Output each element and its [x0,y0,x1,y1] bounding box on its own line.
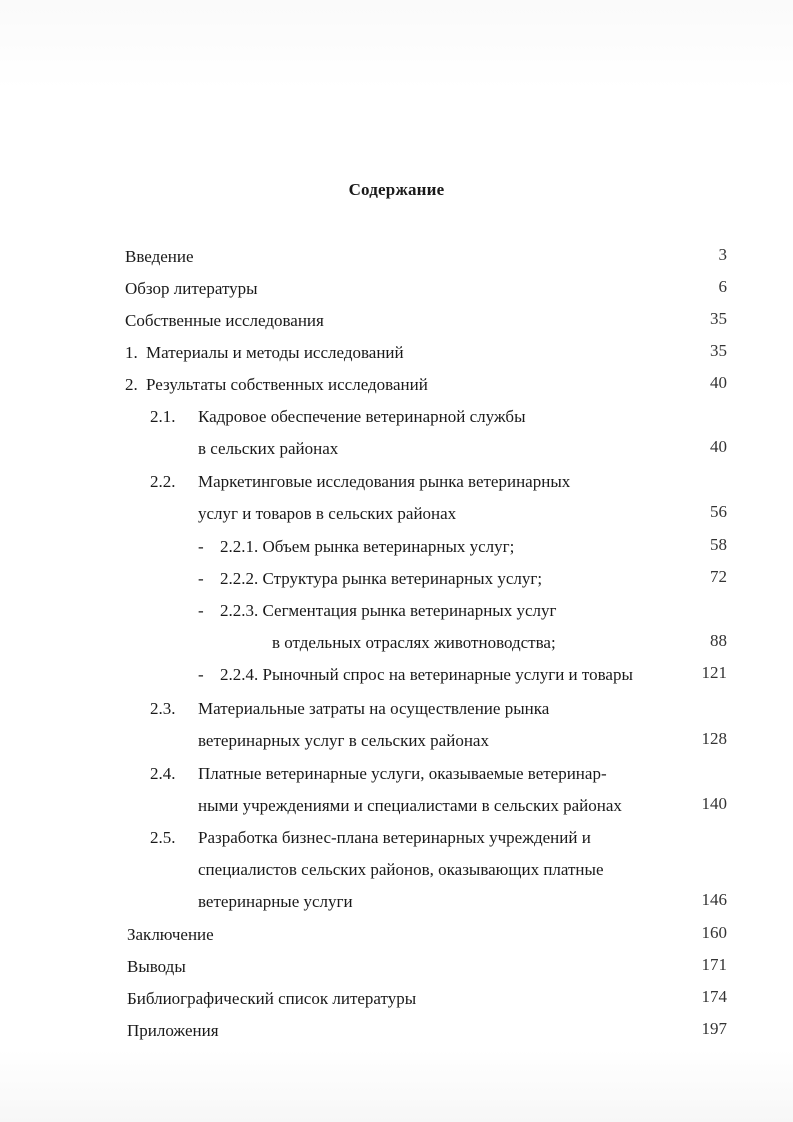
toc-page-bibliography: 174 [701,987,727,1006]
toc-dash: - [198,569,204,588]
toc-entry-2-2-4: 2.2.4. Рыночный спрос на ветеринарные услуги и товары [220,665,633,684]
toc-page-2-2-1: 58 [710,535,727,554]
toc-entry-2-4-line1: Платные ветеринарные услуги, оказываемые ветеринар- [198,764,607,783]
toc-entry-2-4-line2: ными учреждениями и специалистами в сельских районах [198,796,622,815]
toc-entry-2-2-2: 2.2.2. Структура рынка ветеринарных услуг; [220,569,543,588]
toc-entry-2-3-line1: Материальные затраты на осуществление рынка [198,699,550,718]
toc-number: 1. [125,343,138,362]
toc-entry-2-5-line1: Разработка бизнес-плана ветеринарных учреждений и [198,828,591,847]
toc-label: Результаты собственных исследований [146,375,428,394]
toc-label: Материалы и методы исследований [146,343,404,362]
toc-entry-2-2-line1: Маркетинговые исследования рынка ветеринарных [198,472,571,491]
toc-entry-2-3-line2: ветеринарных услуг в сельских районах [198,731,489,750]
toc-page-2-3: 128 [701,729,727,748]
toc-entry-2-1-line1: Кадровое обеспечение ветеринарной службы [198,407,526,426]
toc-page-intro: 3 [718,245,727,264]
toc-page-2-4: 140 [701,794,727,813]
toc-page-review: 6 [718,277,727,296]
toc-entry-2-2-1: 2.2.1. Объем рынка ветеринарных услуг; [220,537,515,556]
toc-entry-2 [125,373,428,397]
toc-number-2-2: 2.2. [150,472,176,491]
toc-entry-2-2-3-line2: в отдельных отраслях животноводства; [272,633,556,652]
toc-page-2-1: 40 [710,437,727,456]
toc-number-2-3: 2.3. [150,699,176,718]
toc-number: 2. [125,375,138,394]
toc-entry-1 [125,341,404,365]
toc-number-2-1: 2.1. [150,407,176,426]
toc-page-own-research: 35 [710,309,727,328]
toc-entry-intro: Введение [125,247,194,266]
toc-entry-appendix: Приложения [127,1021,219,1040]
toc-entry-own-research: Собственные исследования [125,311,324,330]
toc-page-conclusion: 160 [701,923,727,942]
toc-entry-2-5-line3: ветеринарные услуги [198,892,353,911]
toc-dash: - [198,665,204,684]
toc-page-2-2-3: 88 [710,631,727,650]
toc-entry-conclusion: Заключение [127,925,214,944]
toc-entry-2-5-line2: специалистов сельских районов, оказывающих платные [198,860,604,879]
toc-number-2-4: 2.4. [150,764,176,783]
toc-page-2-2-2: 72 [710,567,727,586]
toc-page-2-2-4: 121 [701,663,727,682]
toc-page-2: 40 [710,373,727,392]
toc-entry-bibliography: Библиографический список литературы [127,989,417,1008]
toc-dash: - [198,537,204,556]
toc-page-1: 35 [710,341,727,360]
toc-page-findings: 171 [701,955,727,974]
toc-entry-2-2-line2: услуг и товаров в сельских районах [198,504,457,523]
toc-entry-2-2-3-line1: 2.2.3. Сегментация рынка ветеринарных услуг [220,601,557,620]
toc-entry-2-1-line2: в сельских районах [198,439,339,458]
toc-entry-findings: Выводы [127,957,186,976]
toc-entry-review: Обзор литературы [125,279,258,298]
toc-page-2-5: 146 [701,890,727,909]
page-title: Содержание [348,180,445,199]
toc-dash: - [198,601,204,620]
toc-number-2-5: 2.5. [150,828,176,847]
toc-page-2-2: 56 [710,502,727,521]
toc-page-appendix: 197 [701,1019,727,1038]
